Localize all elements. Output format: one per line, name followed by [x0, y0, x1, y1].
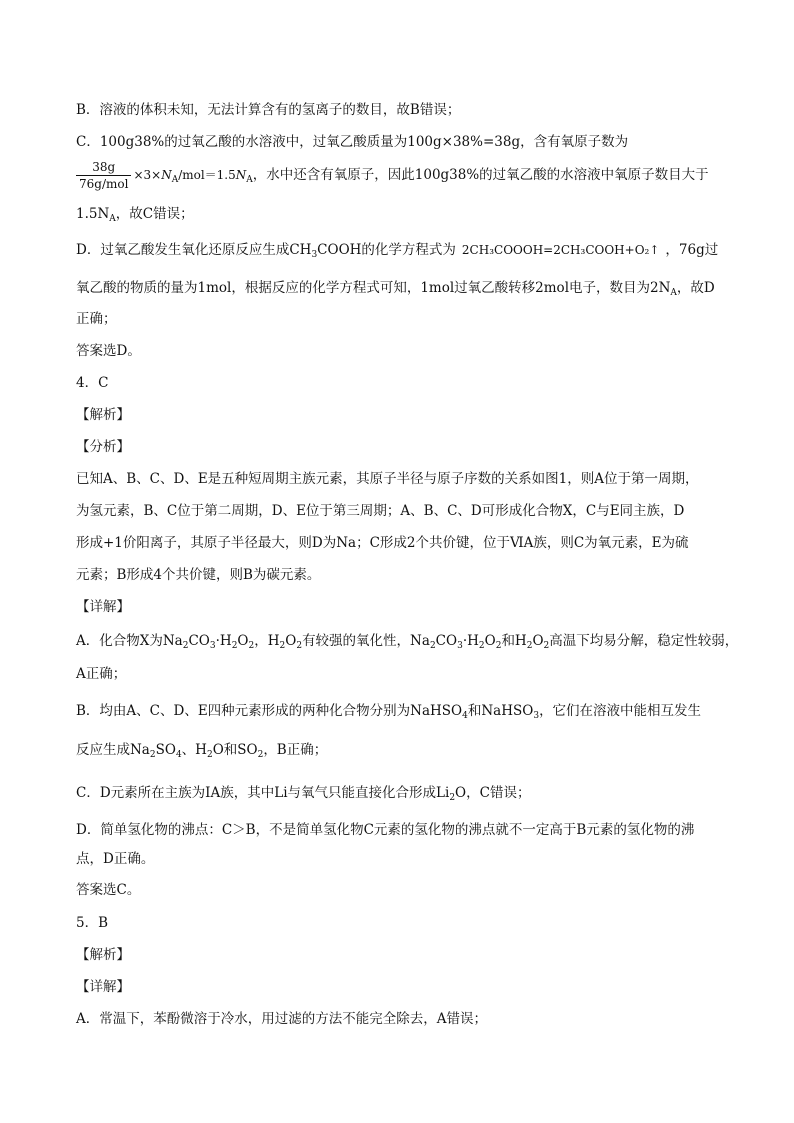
text-line-detail-c: C．D元素所在主族为IA族，其中Li与氧气只能直接化合形成$Li_2O$，C错误； — [76, 785, 531, 803]
text-line-analysis-1: 已知A、B、C、D、E是五种短周期主族元素，其原子半径与原子序数的关系如图1，则A位于第一周期， — [76, 471, 699, 487]
text-line-analysis-4: 元素；B形成4个共价键，则B为碳元素。 — [76, 567, 321, 583]
text-line-answer-4: 答案选C。 — [76, 882, 141, 898]
text-line-formula-c: $\frac{38g}{\text{76g/mol}}$ $\times 3\times N_A/mol=1.5N_A$，水中还含有氧原子，因此100g38%的过氧乙酸的水溶液中氧原子数目大于 — [76, 160, 709, 191]
section-heading-fenxi: 【分析】 — [76, 439, 130, 455]
section-heading-detail: 【详解】 — [76, 599, 130, 615]
text-line-c-conclusion: $1.5N_A$，故C错误； — [76, 206, 194, 224]
chemical-equation: 2CH₃COOOH=2CH₃COOH+O₂↑ — [461, 243, 660, 257]
section-heading-analysis-5: 【解析】 — [76, 947, 130, 963]
text-line-detail-5a: A．常温下，苯酚微溶于冷水，用过滤的方法不能完全除去，A错误； — [76, 1011, 487, 1027]
text-line-d-correct: 正确； — [76, 311, 117, 327]
text-line-a-correct: A正确； — [76, 666, 127, 682]
text-line-analysis-2: 为氢元素，B、C位于第二周期，D、E位于第三周期；A、B、C、D可形成化合物X，C与E同主族，D — [76, 503, 685, 519]
text-line-detail-d: D．简单氢化物的沸点：C＞B，不是简单氢化物C元素的氢化物的沸点就不一定高于B元素的氢化物的沸 — [76, 822, 695, 838]
text-line-detail-a: A．化合物X为$Na_2CO_3\cdot H_2O_2$，$H_2O_2$有较强的氧化性，$Na_2CO_3\cdot H_2O_2$和$H_2O_2$高温下均易分解，稳定性较弱， — [76, 633, 739, 651]
text-line-detail-d-2: 点，D正确。 — [76, 851, 155, 867]
text-line-option-d: D．过氧乙酸发生氧化还原反应生成$CH_3COOH$的化学方程式为 2CH₃COOOH=2CH₃COOH+O₂↑ ，76g过 — [76, 242, 719, 260]
text-line-option-b: B．溶液的体积未知，无法计算含有的氢离子的数目，故B错误； — [76, 102, 461, 118]
question-number-5: 5．B — [76, 915, 109, 931]
text-line-option-c: C．100g38%的过氧乙酸的水溶液中，过氧乙酸质量为100g×38%=38g，含有氧原子数为 — [76, 134, 629, 150]
text-line-analysis-3: 形成+1价阳离子，其原子半径最大，则D为Na；C形成2个共价键，位于ⅥA族，则C为氧元素，E为硫 — [76, 535, 689, 551]
section-heading-analysis: 【解析】 — [76, 407, 130, 423]
fraction: $\frac{38g}{\text{76g/mol}}$ — [76, 160, 131, 191]
text-line-d-continued: 氧乙酸的物质的量为1mol，根据反应的化学方程式可知，1mol过氧乙酸转移2mol电子，数目为$2N_A$，故D — [76, 280, 715, 298]
section-heading-detail-5: 【详解】 — [76, 979, 130, 995]
text-line-detail-b: B．均由A、C、D、E四种元素形成的两种化合物分别为NaHSO$_4$和NaHSO$_3$，它们在溶液中能相互发生 — [76, 703, 702, 721]
text-line-detail-b-2: 反应生成$Na_2SO_4$、$H_2O$和$SO_2$，B正确； — [76, 742, 328, 760]
text-line-answer-3: 答案选D。 — [76, 343, 141, 359]
question-number-4: 4．C — [76, 375, 109, 391]
